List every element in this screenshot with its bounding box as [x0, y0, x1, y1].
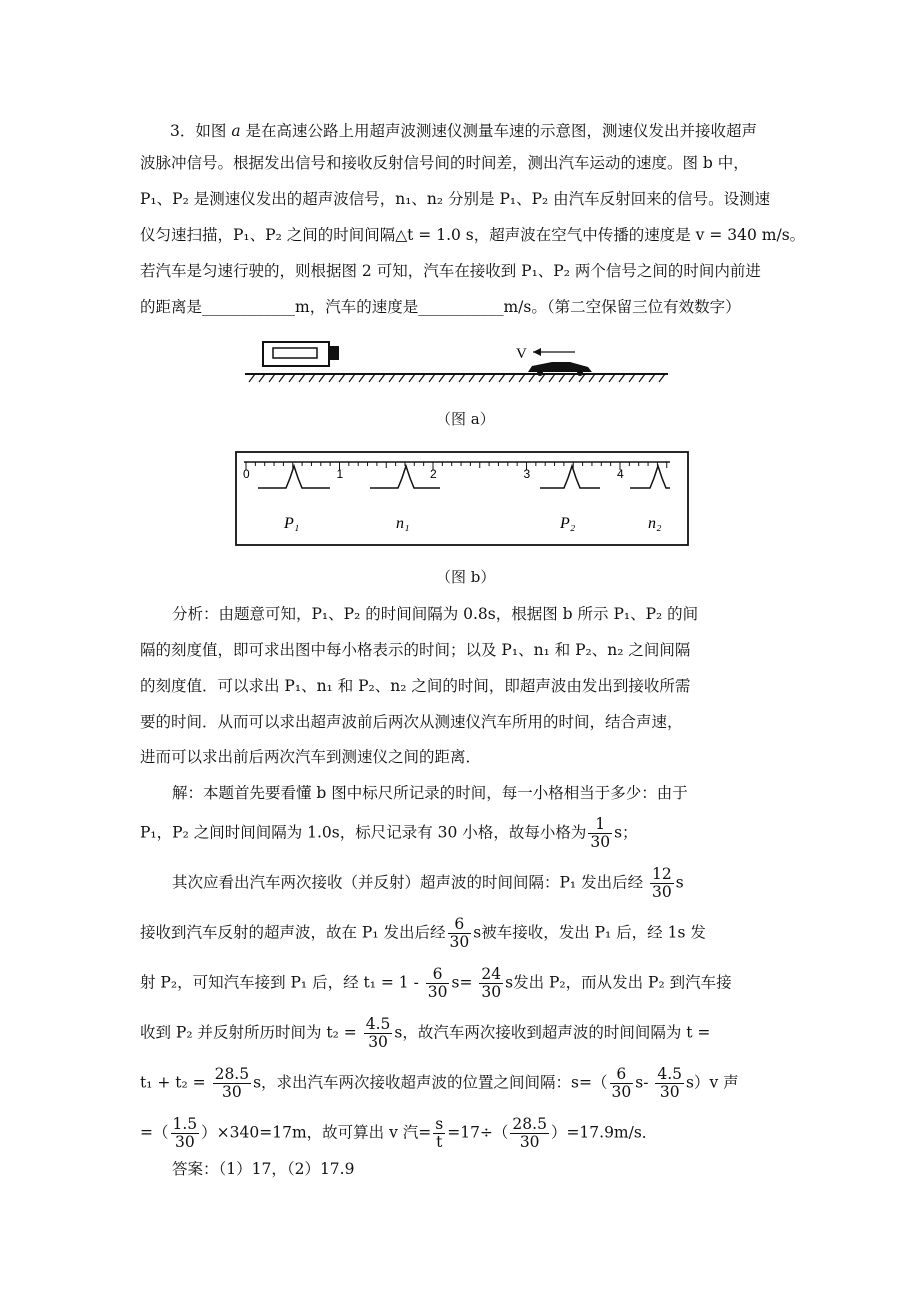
problem-line-1: 3．如图 a 是在高速公路上用超声波测速仪测量车速的示意图，测速仪发出并接收超声	[170, 122, 757, 140]
analysis-line-3: 的刻度值．可以求出 P₁、n₁ 和 P₂、n₂ 之间的时间，即超声波由发出到接收所需	[140, 677, 691, 695]
solution-line-3: 其次应看出汽车两次接收（并反射）超声波的时间间隔：P₁ 发出后经 $\frac{12}{30}$ s	[172, 865, 684, 901]
problem-line-4: 仪匀速扫描，P₁、P₂ 之间的时间间隔△t = 1.0 s，超声波在空气中传播的速度是 v = 340 m/s。	[140, 226, 806, 244]
scale-label: 4	[617, 467, 624, 481]
problem-line-2: 波脉冲信号。根据发出信号和接收反射信号间的时间差，测出汽车运动的速度。图 b 中，	[140, 154, 749, 172]
scale-label: 3	[523, 467, 531, 481]
scale-ticks	[246, 462, 667, 470]
velocity-arrow-icon	[533, 348, 575, 356]
solution-line-5: 射 P₂，可知汽车接到 P₁ 后，经 t₁ = 1 - $\frac{6}{30}$ s= $\frac{24}{30}$ s发出 P₂，而从发出 P₂ 到汽车接	[140, 965, 732, 1001]
solution-line-4: 接收到汽车反射的超声波，故在 P₁ 发出后经 $\frac{6}{30}$ s被车接收，发出 P₁ 后，经 1s 发	[140, 915, 706, 951]
solution-line-8: =（ $\frac{1.5}{30}$ ）×340=17m，故可算出 v 汽= $\frac{s}{t}$ =17÷（ $\frac{28.5}{30}$ ）=17.9m/s．	[140, 1115, 658, 1151]
problem-line-6: 的距离是____________m，汽车的速度是___________m/s。（第二空保留三位有效数字）	[140, 298, 741, 316]
pulse-p2	[540, 466, 600, 488]
analysis-line-5: 进而可以求出前后两次汽车到测速仪之间的距离．	[140, 748, 482, 766]
speed-meter-icon	[263, 342, 339, 366]
problem-line-3: P₁、P₂ 是测速仪发出的超声波信号，n₁、n₂ 分别是 P₁、P₂ 由汽车反射回来的信号。设测速	[140, 190, 771, 208]
answer-line: 答案：（1）17，（2）17.9	[172, 1160, 355, 1178]
solution-line-1: 解：本题首先要看懂 b 图中标尺所记录的时间，每一小格相当于多少：由于	[172, 784, 688, 802]
analysis-line-1: 分析：由题意可知，P₁、P₂ 的时间间隔为 0.8s，根据图 b 所示 P₁、P₂ 的间	[172, 605, 699, 623]
analysis-line-4: 要的时间．从而可以求出超声波前后两次从测速仪汽车所用的时间，结合声速，	[140, 713, 683, 731]
velocity-label: V	[516, 346, 527, 362]
scale-label: 2	[430, 467, 437, 481]
figure-a-caption: （图 a）	[436, 410, 495, 428]
pulse-label-n1: n₁	[396, 515, 410, 532]
pulse-n2	[630, 466, 670, 488]
figure-b-caption: （图 b）	[436, 568, 496, 586]
pulse-label-p2: P₂	[560, 515, 576, 532]
pulse-label-n2: n₂	[648, 515, 662, 532]
solution-line-2: P₁，P₂ 之间时间间隔为 1.0s，标尺记录有 30 小格，故每小格为 $\frac{1}{30}$ s；	[140, 815, 638, 851]
pulse-p1	[258, 466, 330, 488]
problem-line-5: 若汽车是匀速行驶的，则根据图 2 可知，汽车在接收到 P₁、P₂ 两个信号之间的时间内前进	[140, 262, 761, 280]
pulse-label-p1: P₁	[284, 515, 300, 532]
analysis-line-2: 隔的刻度值，即可求出图中每小格表示的时间；以及 P₁、n₁ 和 P₂、n₂ 之间间隔	[140, 641, 691, 659]
scale-label: 1	[336, 467, 344, 481]
road-hatch	[249, 374, 665, 382]
solution-line-6: 收到 P₂ 并反射所历时间为 t₂ = $\frac{4.5}{30}$ s，故汽车两次接收到超声波的时间间隔为 t =	[140, 1015, 711, 1051]
scale-label: 0	[243, 467, 250, 481]
solution-line-7: t₁ + t₂ = $\frac{28.5}{30}$ s，求出汽车两次接收超声波的位置之间间隔：s=（ $\frac{6}{30}$ s- $\frac{4.5}{30}$ s）v 声	[140, 1065, 739, 1101]
